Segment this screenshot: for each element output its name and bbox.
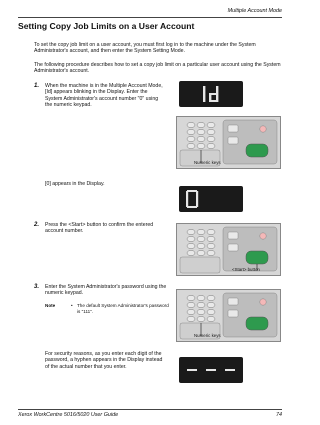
note-label: Note — [45, 303, 56, 308]
page-number: 74 — [276, 412, 282, 418]
control-panel-2 — [176, 223, 281, 276]
display-dashes-segments — [179, 357, 243, 383]
control-panel-2-art — [177, 224, 280, 275]
display-id-segments — [179, 81, 243, 107]
security-paragraph: For security reasons, as you enter each digit of the password, a hyphen appears in the Display instead of the actual number that you enter. — [45, 351, 163, 370]
step-3-text: Enter the System Administrator's password using the numeric keypad. — [45, 284, 167, 297]
intro-paragraph-2: The following procedure describes how to set a copy job limit on a particular user account using the System Administrator's account. — [34, 62, 281, 75]
display-zero-segments — [179, 186, 243, 212]
step-2-number: 2. — [34, 222, 40, 228]
control-panel-1-art — [177, 117, 280, 168]
step-1-number: 1. — [34, 83, 40, 89]
intro-paragraph-1: To set the copy job limit on a user account, you must first log in to the machine under the System Administrator's account, and then enter the System Setting Mode. — [34, 42, 256, 55]
display-dashes — [179, 357, 243, 383]
note-text: The default System Administrator's password is "111". — [77, 303, 169, 314]
footer-guide-title: Xerox WorkCentre 5016/5020 User Guide — [18, 412, 119, 418]
numeric-keys-caption-1: Numeric keys — [194, 160, 221, 165]
start-button-caption: <Start> button — [232, 267, 260, 272]
display-id — [179, 81, 243, 107]
control-panel-3-art — [177, 290, 280, 341]
page-title: Setting Copy Job Limits on a User Account — [18, 21, 195, 31]
note-bullet: • — [71, 303, 73, 308]
footer-rule — [18, 409, 282, 410]
display-zero — [179, 186, 243, 212]
numeric-keys-caption-2: Numeric keys — [194, 333, 221, 338]
control-panel-3 — [176, 289, 281, 342]
step-1-text: When the machine is in the Multiple Account Mode, [Id] appears blinking in the Display. Enter the System Administrator's account number "0" using the numeric keypad. — [45, 83, 163, 109]
display-zero-note: [0] appears in the Display. — [45, 181, 105, 187]
header-rule — [18, 17, 282, 18]
step-2-text: Press the <Start> button to confirm the entered account number. — [45, 222, 154, 235]
control-panel-1 — [176, 116, 281, 169]
running-header: Multiple Account Mode — [227, 8, 282, 14]
step-3-number: 3. — [34, 284, 40, 290]
